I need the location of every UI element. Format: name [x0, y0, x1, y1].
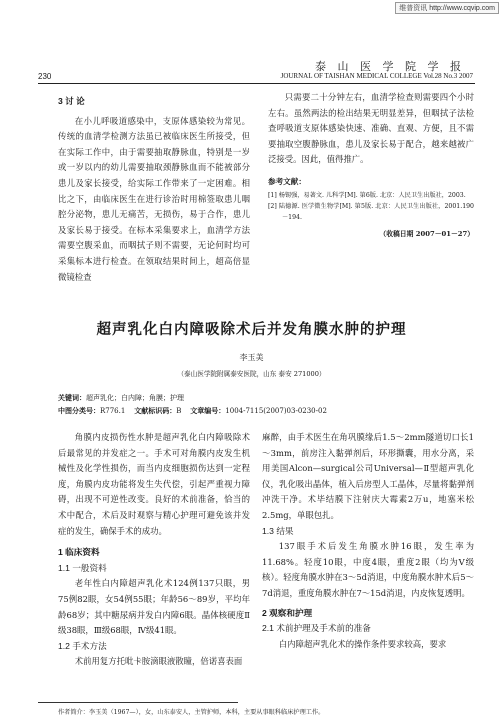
reference-list: [268, 190, 474, 223]
section-1-2-heading: 1.2 手术方法: [58, 640, 107, 651]
section-2-1-text: 白内障超声乳化术的操作条件要求较高，要求: [278, 638, 447, 649]
journal-title-cn: 泰 山 医 学 院 学 报: [315, 60, 465, 73]
section-1-1-heading: 1.1 一般资料: [58, 562, 107, 573]
article-author: 李玉美: [239, 353, 264, 362]
intro-paragraph: 角膜内皮损伤性水肿是超声乳化白内障吸除术后最常见的并发症之一。手术可对角膜内皮发生机械性及化学性损伤，而当内皮细胞损伤达到一定程度，角膜内皮功能将发生失代偿，引起严重视力障碍，出现不可逆性改变。良好的术前准备，恰当的术中配合，术后及时观察与精心护理可避免该并发症的发生，确保手术的成功。: [58, 432, 250, 536]
section-2-1-heading: 2.1 术前护理及手术前的准备: [262, 623, 371, 634]
keywords-text: 超声乳化；白内障；角膜；护理: [86, 394, 184, 402]
section-1-1-text: 老年性白内障超声乳化术124例137只眼，男75例82眼，女54例55眼；年龄56～89岁，平均年龄68岁；其中糖尿病并发白内障6眼。晶体核硬度Ⅱ级38眼，Ⅲ级68眼，Ⅳ级41眼。: [58, 578, 250, 636]
section-1-heading: 1 临床资料: [58, 547, 100, 558]
author-footnote: 作者简介：李玉美（1967—），女，山东泰安人，主管护师，本科，主要从事眼科临床护理工作。: [58, 709, 325, 716]
keywords-block: [58, 392, 327, 418]
doc-code-value: B: [176, 407, 182, 415]
discussion-heading: 3 讨 论: [58, 96, 85, 106]
keywords-label: 关键词：: [58, 395, 86, 402]
prev-article-left-column: [58, 94, 250, 285]
received-date: （收稿日期 2007－01－27）: [379, 229, 474, 238]
section-1-2-text-cont: 麻醉，由手术医生在角巩膜缘后1.5～2mm隧道切口长1～3mm，前房注入黏弹剂后，环形撕囊，用水分离，采用美国Alcon—surgical公司Universal—Ⅱ型超声乳化仪，乳化吸出晶体，植入后房型人工晶体，尽量将黏弹剂冲洗干净。术毕结膜下注射庆大霉素2万u，地塞米松2.5mg，单眼包扎。: [262, 432, 474, 520]
article-left-column: [58, 430, 250, 670]
classification-line: [58, 405, 327, 418]
footnote-rule: [38, 702, 238, 703]
discussion-paragraph-cont: 只需要二十分钟左右，血清学检查则需要四个小时左右。虽然两法的检出结果无明显差异，但咽拭子法检查呼吸道支原体感染快速、准确、直观、方便，且不需要抽取空腹静脉血，患儿及家长易于配合，越来越被广泛接受。因此，值得推广。: [268, 92, 474, 165]
section-1-3-heading: 1.3 结果: [262, 525, 294, 536]
references-heading: 参考文献：: [268, 176, 306, 186]
reference-item: [2] 陆德源. 医学微生物学[M]. 第5版. 北京：人民卫生出版社，2001.190－194.: [268, 202, 474, 221]
section-1-2-text: 术前用复方托吡卡胺滴眼液散瞳，倍诺喜表面: [74, 656, 243, 667]
header-rule: [38, 83, 475, 84]
keywords-line: [58, 392, 327, 405]
article-id-label: 文章编号：: [190, 408, 226, 415]
article-right-column: [262, 430, 474, 652]
reference-item: [1] 杨锡强，易著文. 儿科学[M]. 第6版. 北京：人民卫生出版社，2003.: [268, 191, 466, 199]
prev-article-right-column: [268, 90, 474, 242]
discussion-paragraph: 在小儿呼吸道感染中，支原体感染较为常见。传统的血清学检测方法虽已被临床医生所接受，但在实际工作中，由于需要抽取静脉血，特别是一岁或一岁以内的幼儿需要抽取颈静脉血而不能被部分患儿及家长接受，给实际工作带来了一定困难。相比之下，由临床医生在进行诊治时用棉签取患儿咽腔分泌物，患儿无痛苦，无损伤，易于合作，患儿及家长易于接受。在标本采集要求上，血清学方法需要空腹采血，而咽拭子则不需要，无论何时均可采集标本进行检查。在领取结果时间上，超高倍显微镜检查: [58, 115, 250, 282]
page-number: 230: [38, 72, 52, 81]
journal-title-en: JOURNAL OF TAISHAN MEDICAL COLLEGE Vol.28 No.3 2007: [280, 72, 473, 80]
doc-code-label: 文献标识码：: [134, 408, 177, 415]
clc-value: R776.1: [100, 407, 126, 415]
article-title: 超声乳化白内障吸除术后并发角膜水肿的护理: [96, 322, 407, 338]
section-2-heading: 2 观察和护理: [262, 607, 313, 618]
article-affiliation: （泰山医学院附属泰安医院，山东 泰安 271000）: [177, 370, 326, 378]
article-id-value: 1004-7115(2007)03-0230-02: [225, 407, 327, 415]
clc-label: 中图分类号：: [58, 408, 100, 415]
vip-watermark-stamp: 维普资讯 http://www.cqvip.com: [395, 2, 499, 14]
section-1-3-text: 137眼手术后发生角膜水肿16眼，发生率为11.68%。轻度10眼，中度4眼，重度2眼（均为Ⅴ级核）。轻度角膜水肿在3～5d消退，中度角膜水肿术后5～7d消退，重度角膜水肿在7～15d消退，内皮恢复透明。: [262, 541, 474, 598]
